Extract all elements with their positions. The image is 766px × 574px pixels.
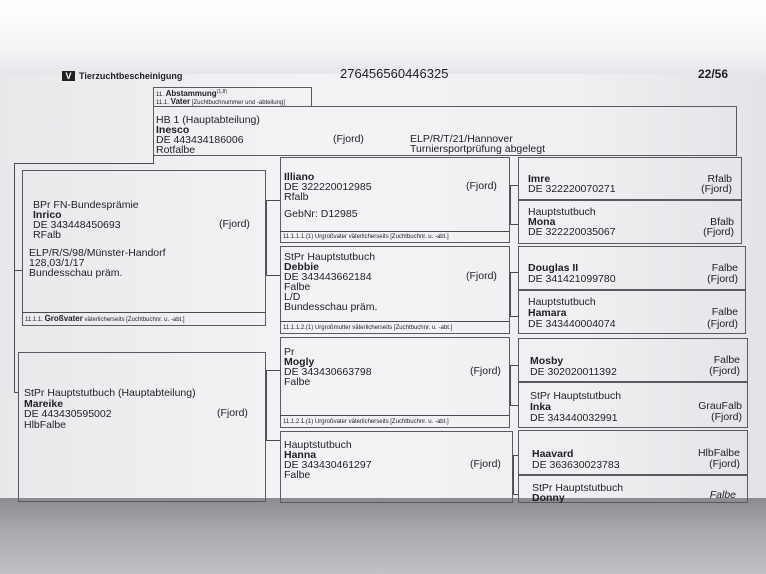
- page-number: 22/56: [698, 67, 729, 81]
- connector-hanna: [266, 440, 280, 441]
- illiano-gebnr: GebNr: D12985: [284, 208, 358, 220]
- illiano-footer-rule: [280, 231, 509, 232]
- abstammung-label: Abstammung: [165, 89, 217, 98]
- illiano-breed: (Fjord): [466, 180, 497, 192]
- grossvater-reg: DE 343448450693: [33, 219, 121, 231]
- v-logo-icon: V: [62, 71, 75, 81]
- debbie-footer: 11.1.1.2.(1) Urgroßmutter väterlicherseits [Zuchtbuchnr. u. -abt.]: [283, 325, 453, 331]
- hanna-name: Hanna: [284, 449, 317, 461]
- vater-label: Vater: [170, 97, 191, 106]
- grossvater-perf2: 128,03/1/17: [29, 257, 85, 269]
- inka-section: StPr Hauptstutbuch: [530, 390, 622, 402]
- mogly-section: Pr: [284, 346, 295, 358]
- donny-color: Falbe: [709, 489, 736, 501]
- mogly-color: Falbe: [284, 376, 311, 388]
- vater-breed: (Fjord): [333, 133, 364, 145]
- debbie-ld: L/D: [284, 291, 301, 303]
- mosby-breed: (Fjord): [709, 365, 740, 377]
- illiano-reg: DE 322220012985: [284, 181, 372, 193]
- connector-vater-down: [153, 155, 154, 164]
- vater-color: Rotfalbe: [156, 144, 196, 156]
- mareike-breed: (Fjord): [217, 407, 248, 419]
- doc-type-label: Tierzuchtbescheinigung: [79, 71, 183, 81]
- connector-right-3: [510, 365, 511, 406]
- grossvater-perf3: Bundesschau präm.: [29, 267, 123, 279]
- illiano-color: Rfalb: [284, 191, 309, 203]
- hamara-name: Hamara: [528, 307, 567, 319]
- connector-v-left-upper: [266, 200, 267, 276]
- haavard-color: HlbFalbe: [697, 447, 740, 459]
- mona-name: Mona: [528, 216, 556, 228]
- mosby-name: Mosby: [530, 355, 564, 367]
- grossvater-footer: [25, 315, 185, 324]
- vater-note: [Zuchtbuchnummer und -abteilung]: [191, 100, 285, 106]
- imre-reg: DE 322220070271: [528, 183, 616, 195]
- grossvater-section: BPr FN-Bundesprämie: [33, 199, 139, 211]
- debbie-name: Debbie: [284, 261, 320, 273]
- vater-name: Inesco: [156, 124, 190, 136]
- connector-mogly: [266, 370, 280, 371]
- mareike-color: HlbFalbe: [24, 419, 67, 431]
- haavard-reg: DE 363630023783: [532, 459, 620, 471]
- mosby-color: Falbe: [713, 354, 740, 366]
- mareike-name: Mareike: [24, 398, 64, 410]
- mona-color: Bfalb: [710, 216, 734, 228]
- haavard-breed: (Fjord): [709, 458, 740, 470]
- abstammung-sup: (1,8): [216, 89, 227, 95]
- grossvater-color: RFalb: [33, 229, 62, 241]
- debbie-reg: DE 343443662184: [284, 271, 372, 283]
- imre-name: Imre: [528, 173, 551, 185]
- grossvater-breed: (Fjord): [219, 218, 250, 230]
- grossvater-perf1: ELP/R/S/98/Münster-Handorf: [29, 247, 166, 259]
- mosby-reg: DE 302020011392: [530, 366, 617, 378]
- grossvater-name: Inrico: [33, 209, 62, 221]
- mogly-breed: (Fjord): [470, 365, 501, 377]
- debbie-section: StPr Hauptstutbuch: [284, 251, 376, 263]
- douglas-reg: DE 341421099780: [528, 273, 616, 285]
- connector-v-left-lower: [266, 370, 267, 440]
- connector-right-1: [510, 185, 511, 225]
- mona-breed: (Fjord): [703, 226, 734, 238]
- debbie-footer-rule: [280, 321, 509, 322]
- vater-section: HB 1 (Hauptabteilung): [156, 114, 260, 126]
- connector-top: [14, 163, 154, 164]
- grossvater-footer-label: Großvater: [44, 314, 83, 323]
- vater-reg: DE 443434186006: [156, 134, 244, 146]
- blurred-bottom-margin: [0, 498, 766, 574]
- douglas-color: Falbe: [711, 262, 738, 274]
- inka-name: Inka: [530, 401, 552, 413]
- imre-breed: (Fjord): [701, 183, 732, 195]
- vater-num: 11.1.: [156, 100, 169, 106]
- doc-type-header: [62, 70, 182, 82]
- vater-perf2: Turniersportprüfung abgelegt: [410, 143, 546, 155]
- connector-debbie: [266, 275, 280, 276]
- debbie-color: Falbe: [284, 281, 311, 293]
- mareike-section: StPr Hauptstutbuch (Hauptabteilung): [24, 387, 196, 399]
- inka-reg: DE 343440032991: [530, 412, 618, 424]
- hanna-reg: DE 343430461297: [284, 459, 372, 471]
- donny-name: Donny: [532, 492, 565, 504]
- hamara-section: Hauptstutbuch: [528, 296, 596, 308]
- connector-illiano: [266, 200, 280, 201]
- illiano-name: Illiano: [284, 171, 315, 183]
- mona-reg: DE 322220035067: [528, 226, 616, 238]
- haavard-name: Haavard: [532, 448, 574, 460]
- hamara-reg: DE 343440004074: [528, 318, 616, 330]
- abstammung-num: 11.: [156, 92, 164, 98]
- doc-number: 276456560446325: [340, 66, 449, 81]
- grossvater-footer-num: 11.1.1.: [25, 317, 43, 323]
- connector-right-4: [513, 455, 514, 495]
- douglas-breed: (Fjord): [707, 273, 738, 285]
- douglas-name: Douglas II: [528, 262, 579, 274]
- vater-perf1: ELP/R/T/21/Hannover: [410, 133, 513, 145]
- grossvater-footer-rule: [22, 312, 265, 313]
- mogly-name: Mogly: [284, 356, 315, 368]
- mogly-reg: DE 343430663798: [284, 366, 372, 378]
- hamara-breed: (Fjord): [707, 318, 738, 330]
- debbie-breed: (Fjord): [466, 270, 497, 282]
- blurred-top-margin: [0, 0, 766, 74]
- inka-breed: (Fjord): [711, 411, 742, 423]
- hanna-breed: (Fjord): [470, 458, 501, 470]
- debbie-perf: Bundesschau präm.: [284, 301, 378, 313]
- hamara-color: Falbe: [711, 306, 738, 318]
- imre-color: Rfalb: [707, 173, 732, 185]
- mogly-footer: 11.1.2.1.(1) Urgroßvater väterlicherseits [Zuchtbuchnr. u. -abt.]: [283, 419, 449, 425]
- connector-right-2: [510, 272, 511, 316]
- mareike-reg: DE 443430595002: [24, 408, 112, 420]
- inka-color: GrauFalb: [698, 400, 742, 412]
- mogly-footer-rule: [280, 415, 509, 416]
- hanna-section: Hauptstutbuch: [284, 439, 352, 451]
- illiano-footer: 11.1.1.1.(1) Urgroßvater väterlicherseits [Zuchtbuchnr. u. -abt.]: [283, 234, 449, 240]
- connector-vline-left: [14, 163, 15, 393]
- hanna-color: Falbe: [284, 469, 311, 481]
- grossvater-footer-note: väterlicherseits [Zuchtbuchnr. u. -abt.]: [84, 317, 185, 323]
- donny-section: StPr Hauptstutbuch: [532, 482, 624, 494]
- mona-section: Hauptstutbuch: [528, 206, 596, 218]
